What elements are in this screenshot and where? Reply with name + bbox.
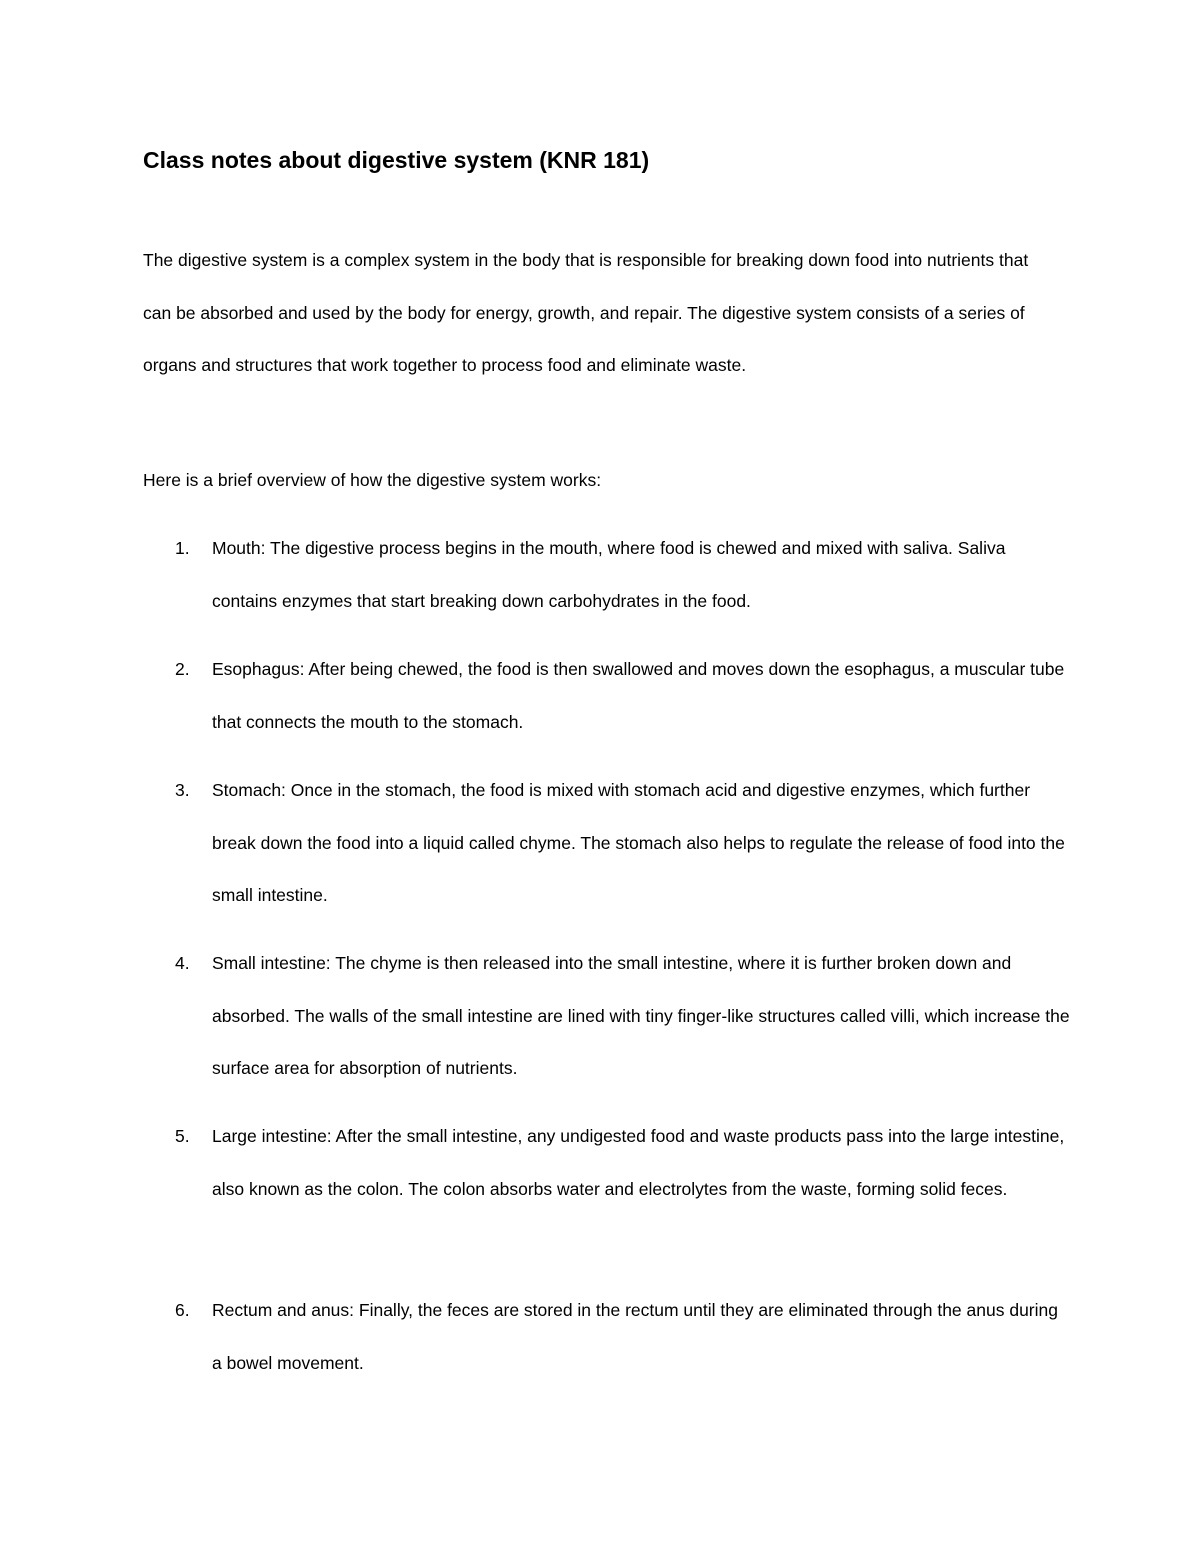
list-item-number: 1.	[175, 538, 190, 558]
overview-lead-paragraph: Here is a brief overview of how the digestive system works:	[143, 470, 602, 490]
list-item-text: Esophagus: After being chewed, the food is then swallowed and moves down the esophagus, a muscular tube that connects the mouth to the stomach.	[212, 659, 1065, 732]
list-item-text: Rectum and anus: Finally, the feces are stored in the rectum until they are eliminated through the anus during a bowel movement.	[212, 1300, 1058, 1373]
list-item-number: 6.	[175, 1300, 190, 1320]
document-title: Class notes about digestive system (KNR 181)	[143, 147, 650, 173]
list-item-number: 5.	[175, 1126, 190, 1146]
list-item-text: Small intestine: The chyme is then released into the small intestine, where it is further broken down and absorbed. The walls of the small intestine are lined with tiny finger-like structures called villi, which increase the surface area for absorption of nutrients.	[212, 953, 1070, 1078]
list-item-text: Stomach: Once in the stomach, the food is mixed with stomach acid and digestive enzymes, which further break down the food into a liquid called chyme. The stomach also helps to regulate the release of food into the small intestine.	[212, 780, 1065, 905]
list-item-text: Large intestine: After the small intestine, any undigested food and waste products pass into the large intestine, also known as the colon. The colon absorbs water and electrolytes from the waste, forming solid feces.	[212, 1126, 1065, 1199]
list-item-number: 3.	[175, 780, 190, 800]
list-item-number: 2.	[175, 659, 190, 679]
intro-paragraph: The digestive system is a complex system in the body that is responsible for breaking down food into nutrients that can be absorbed and used by the body for energy, growth, and repair. The digestive system consists of a series of organs and structures that work together to process food and eliminate waste.	[143, 250, 1029, 375]
list-item-text: Mouth: The digestive process begins in the mouth, where food is chewed and mixed with saliva. Saliva contains enzymes that start breaking down carbohydrates in the food.	[212, 538, 1006, 611]
list-item-number: 4.	[175, 953, 190, 973]
